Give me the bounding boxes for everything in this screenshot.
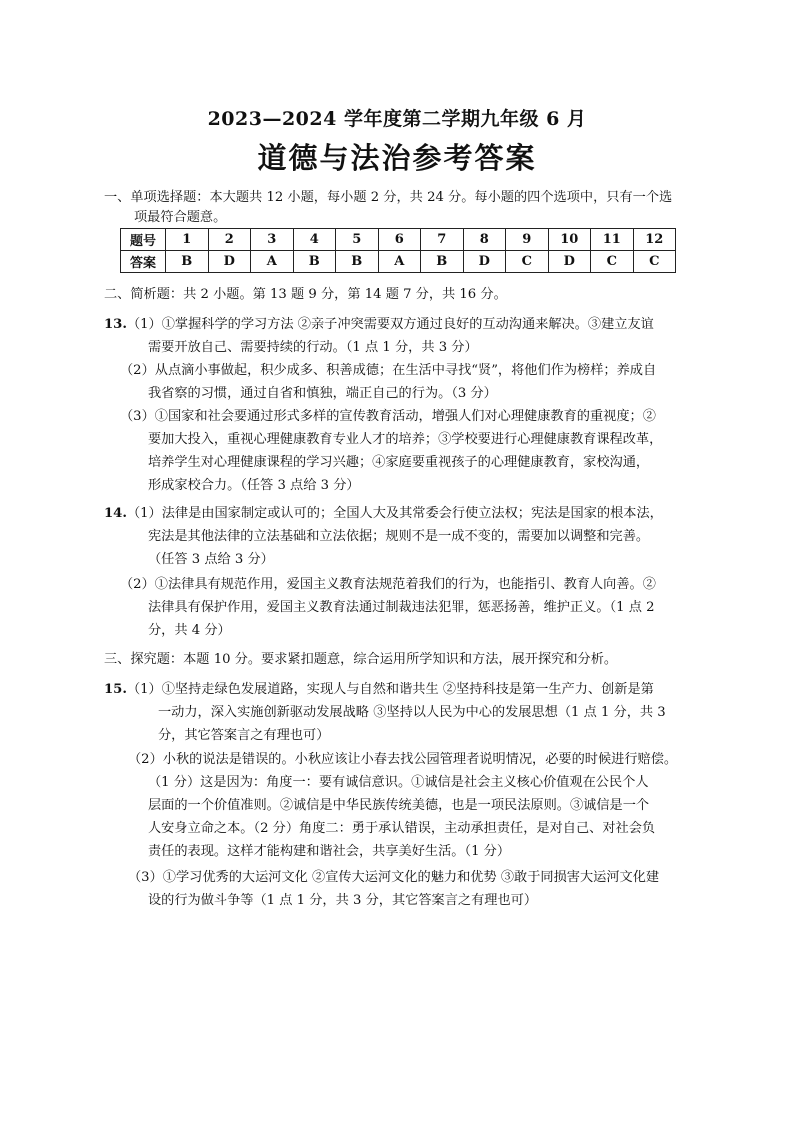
answer-table — [120, 228, 676, 273]
answer-text: ①国家和社会要通过形式多样的宣传教育活动，增强人们对心理健康教育的重视度；② — [154, 409, 656, 424]
q15-part2-cont2: 层面的一个价值准则。②诚信是中华民族传统美德，也是一项民法原则。③诚信是一个 — [148, 798, 650, 813]
part-label: （3） — [120, 409, 155, 424]
q15-part3-line — [128, 866, 659, 890]
q15-part3-cont: 设的行为做斗争等（1 点 1 分，共 3 分，其它答案言之有理也可） — [148, 893, 538, 908]
table-cell: D — [208, 251, 251, 273]
q14-part2-cont2: 分，共 4 分） — [148, 623, 231, 638]
table-cell: 4 — [293, 229, 336, 251]
part-label: （2） — [120, 577, 155, 592]
table-cell: D — [548, 251, 591, 273]
q14-part2-line — [120, 573, 656, 597]
table-cell: 1 — [166, 229, 209, 251]
exam-term-title: 2023—2024 学年度第二学期九年级 6 月 — [207, 108, 587, 130]
answer-text: ①学习优秀的大运河文化 ②宣传大运河文化的魅力和优势 ③敢于同损害大运河文化建 — [162, 870, 660, 885]
q15-part2-cont1: （1 分）这是因为：角度一：要有诚信意识。①诚信是社会主义核心价值观在公民个人 — [148, 775, 649, 790]
section2-heading: 二、简析题：共 2 小题。第 13 题 9 分，第 14 题 7 分，共 16 分。 — [104, 287, 507, 302]
q14-part1-cont1: 宪法是其他法律的立法基础和立法依据；规则不是一成不变的，需要加以调整和完善。 — [148, 529, 650, 544]
table-cell: 11 — [591, 229, 634, 251]
table-cell: 8 — [463, 229, 506, 251]
q15-part2-cont4: 责任的表现。这样才能构建和谐社会，共享美好生活。（1 分） — [148, 844, 511, 859]
question-number: 14. — [104, 506, 127, 521]
answer-text: 小秋的说法是错误的。小秋应该让小春去找公园管理者说明情况，必要的时候进行赔偿。 — [162, 752, 678, 767]
table-cell: B — [421, 251, 464, 273]
part-label: （3） — [128, 870, 163, 885]
part-label: （1） — [126, 682, 162, 697]
table-cell: 3 — [251, 229, 294, 251]
answer-text: 从点滴小事做起，积少成多、积善成德；在生活中寻找“贤”，将他们作为榜样；养成自 — [154, 363, 657, 378]
table-cell: 9 — [506, 229, 549, 251]
table-cell: 5 — [336, 229, 379, 251]
table-cell: C — [506, 251, 549, 273]
q13-part3-cont3: 形成家校合力。（任答 3 点给 3 分） — [148, 478, 360, 493]
table-cell: C — [633, 251, 676, 273]
subject-answer-title: 道德与法治参考答案 — [257, 141, 537, 175]
part-label: （1） — [126, 506, 162, 521]
table-cell: A — [378, 251, 421, 273]
question-number: 15. — [104, 682, 127, 697]
answer-table-answer-row — [121, 251, 676, 273]
q13-part1-cont: 需要开放自己、需要持续的行动。（1 点 1 分，共 3 分） — [148, 340, 478, 355]
answer-text: ①坚持走绿色发展道路，实现人与自然和谐共生 ②坚持科技是第一生产力、创新是第 — [161, 682, 654, 697]
table-cell: B — [293, 251, 336, 273]
table-cell: 12 — [633, 229, 676, 251]
table-cell: 6 — [378, 229, 421, 251]
table-cell: 7 — [421, 229, 464, 251]
table-cell: 2 — [208, 229, 251, 251]
part-label: （2） — [128, 752, 163, 767]
q15-part1-line — [104, 678, 654, 702]
answer-text: 法律是由国家制定或认可的；全国人大及其常委会行使立法权；宪法是国家的根本法， — [161, 506, 663, 521]
section3-heading: 三、探究题：本题 10 分。要求紧扣题意，综合运用所学知识和方法，展开探究和分析。 — [104, 652, 618, 667]
table-cell: D — [463, 251, 506, 273]
q13-part3-cont1: 要加大投入，重视心理健康教育专业人才的培养；③学校要进行心理健康教育课程改革， — [148, 432, 663, 447]
table-cell: C — [591, 251, 634, 273]
q13-part2-line — [120, 359, 656, 383]
section1-heading: 一、单项选择题：本大题共 12 小题，每小题 2 分，共 24 分。每小题的四个选项中，只有一个选 — [104, 190, 673, 205]
part-label: （1） — [126, 317, 162, 332]
section1-heading-cont: 项最符合题意。 — [134, 210, 227, 225]
question-number: 13. — [104, 317, 127, 332]
table-header-cell: 题号 — [121, 229, 166, 251]
q15-part2-line — [128, 748, 677, 772]
q15-part1-cont2: 分，其它答案言之有理也可） — [158, 728, 330, 743]
table-cell: A — [251, 251, 294, 273]
table-header-cell: 答案 — [121, 251, 166, 273]
q13-part2-cont: 我省察的习惯，通过自省和慎独，端正自己的行为。（3 分） — [148, 386, 497, 401]
answer-text: ①掌握科学的学习方法 ②亲子冲突需要双方通过良好的互动沟通来解决。③建立友谊 — [161, 317, 654, 332]
q14-part1-line — [104, 502, 663, 526]
answer-table-number-row — [121, 229, 676, 251]
q15-part1-cont1: 一动力，深入实施创新驱动发展战略 ③坚持以人民为中心的发展思想（1 点 1 分，共 3 — [158, 705, 666, 720]
part-label: （2） — [120, 363, 155, 378]
table-cell: B — [166, 251, 209, 273]
q13-part3-cont2: 培养学生对心理健康课程的学习兴趣；④家庭要重视孩子的心理健康教育，家校沟通， — [148, 455, 650, 470]
q13-part3-line — [120, 405, 656, 429]
table-cell: B — [336, 251, 379, 273]
answer-text: ①法律具有规范作用，爱国主义教育法规范着我们的行为，也能指引、教育人向善。② — [154, 577, 656, 592]
table-cell: 10 — [548, 229, 591, 251]
q15-part2-cont3: 人安身立命之本。（2 分）角度二：勇于承认错误，主动承担责任，是对自己、对社会负 — [148, 821, 656, 836]
q14-part2-cont1: 法律具有保护作用，爱国主义教育法通过制裁违法犯罪，惩恶扬善，维护正义。（1 点 2 — [148, 600, 655, 615]
q13-part1-line — [104, 313, 654, 337]
q14-part1-cont2: （任答 3 点给 3 分） — [148, 552, 274, 567]
